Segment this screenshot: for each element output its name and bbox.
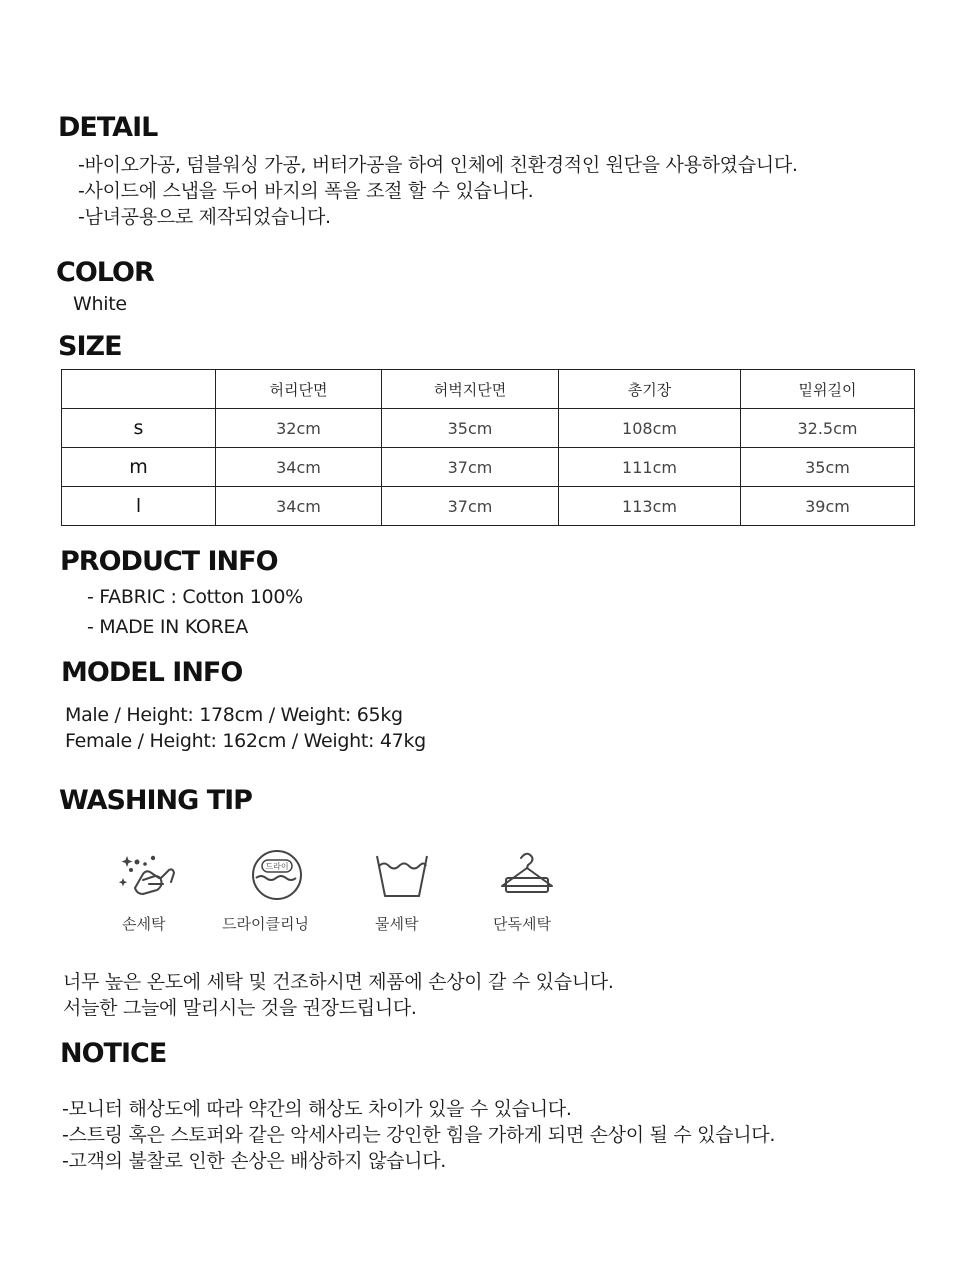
notice-heading: NOTICE — [60, 1038, 167, 1069]
size-label-l: l — [62, 487, 216, 526]
hanger-label: 단독세탁 — [493, 915, 551, 933]
water-wash-icon — [367, 848, 437, 904]
size-label-m: m — [62, 448, 216, 487]
table-cell: 113cm — [559, 487, 741, 526]
table-cell: 32cm — [216, 409, 382, 448]
dry-clean-icon — [242, 848, 312, 904]
notice-line-1: -모니터 해상도에 따라 약간의 해상도 차이가 있을 수 있습니다. — [62, 1098, 572, 1120]
washing-tip-heading: WASHING TIP — [59, 785, 252, 816]
detail-line-1: -바이오가공, 덤블워싱 가공, 버터가공을 하여 인체에 친환경적인 원단을 사용하였습니다. — [78, 154, 798, 176]
detail-heading: DETAIL — [58, 112, 158, 143]
table-cell: 34cm — [216, 448, 382, 487]
dry-clean-badge: 드라이 — [265, 862, 289, 871]
product-info-heading: PRODUCT INFO — [60, 546, 278, 577]
hand-wash-label: 손세탁 — [122, 915, 166, 933]
size-header-waist: 허리단면 — [216, 370, 382, 409]
color-heading: COLOR — [56, 257, 154, 288]
size-table-header-row — [62, 370, 915, 409]
table-cell: 108cm — [559, 409, 741, 448]
hanger-icon — [492, 848, 562, 904]
notice-line-3: -고객의 불찰로 인한 손상은 배상하지 않습니다. — [62, 1150, 447, 1172]
model-info-male: Male / Height: 178cm / Weight: 65kg — [65, 704, 403, 726]
water-wash-label: 물세탁 — [375, 915, 419, 933]
table-cell: 32.5cm — [741, 409, 915, 448]
color-value: White — [73, 293, 127, 315]
table-cell: 35cm — [382, 409, 559, 448]
washing-note-1: 너무 높은 온도에 세탁 및 건조하시면 제품에 손상이 갈 수 있습니다. — [63, 971, 614, 993]
size-header-length: 총기장 — [559, 370, 741, 409]
hand-wash-icon — [113, 848, 183, 904]
size-label-s: s — [62, 409, 216, 448]
model-info-female: Female / Height: 162cm / Weight: 47kg — [65, 730, 426, 752]
detail-line-3: -남녀공용으로 제작되었습니다. — [78, 206, 331, 228]
product-info-fabric: - FABRIC : Cotton 100% — [87, 586, 303, 608]
model-info-heading: MODEL INFO — [61, 657, 243, 688]
table-row — [62, 487, 915, 526]
size-header-thigh: 허벅지단면 — [382, 370, 559, 409]
notice-line-2: -스트링 혹은 스토퍼와 같은 악세사리는 강인한 힘을 가하게 되면 손상이 될 수 있습니다. — [62, 1124, 776, 1146]
detail-line-2: -사이드에 스냅을 두어 바지의 폭을 조절 할 수 있습니다. — [78, 180, 534, 202]
table-cell: 39cm — [741, 487, 915, 526]
dry-clean-label: 드라이클리닝 — [222, 915, 309, 933]
table-cell: 34cm — [216, 487, 382, 526]
table-row — [62, 409, 915, 448]
size-header-rise: 밑위길이 — [741, 370, 915, 409]
table-cell: 111cm — [559, 448, 741, 487]
size-header-empty — [62, 370, 216, 409]
table-cell: 37cm — [382, 487, 559, 526]
table-cell: 37cm — [382, 448, 559, 487]
size-table — [61, 369, 915, 526]
table-cell: 35cm — [741, 448, 915, 487]
product-info-origin: - MADE IN KOREA — [87, 616, 248, 638]
table-row — [62, 448, 915, 487]
washing-note-2: 서늘한 그늘에 말리시는 것을 권장드립니다. — [63, 997, 417, 1019]
size-heading: SIZE — [58, 331, 122, 362]
